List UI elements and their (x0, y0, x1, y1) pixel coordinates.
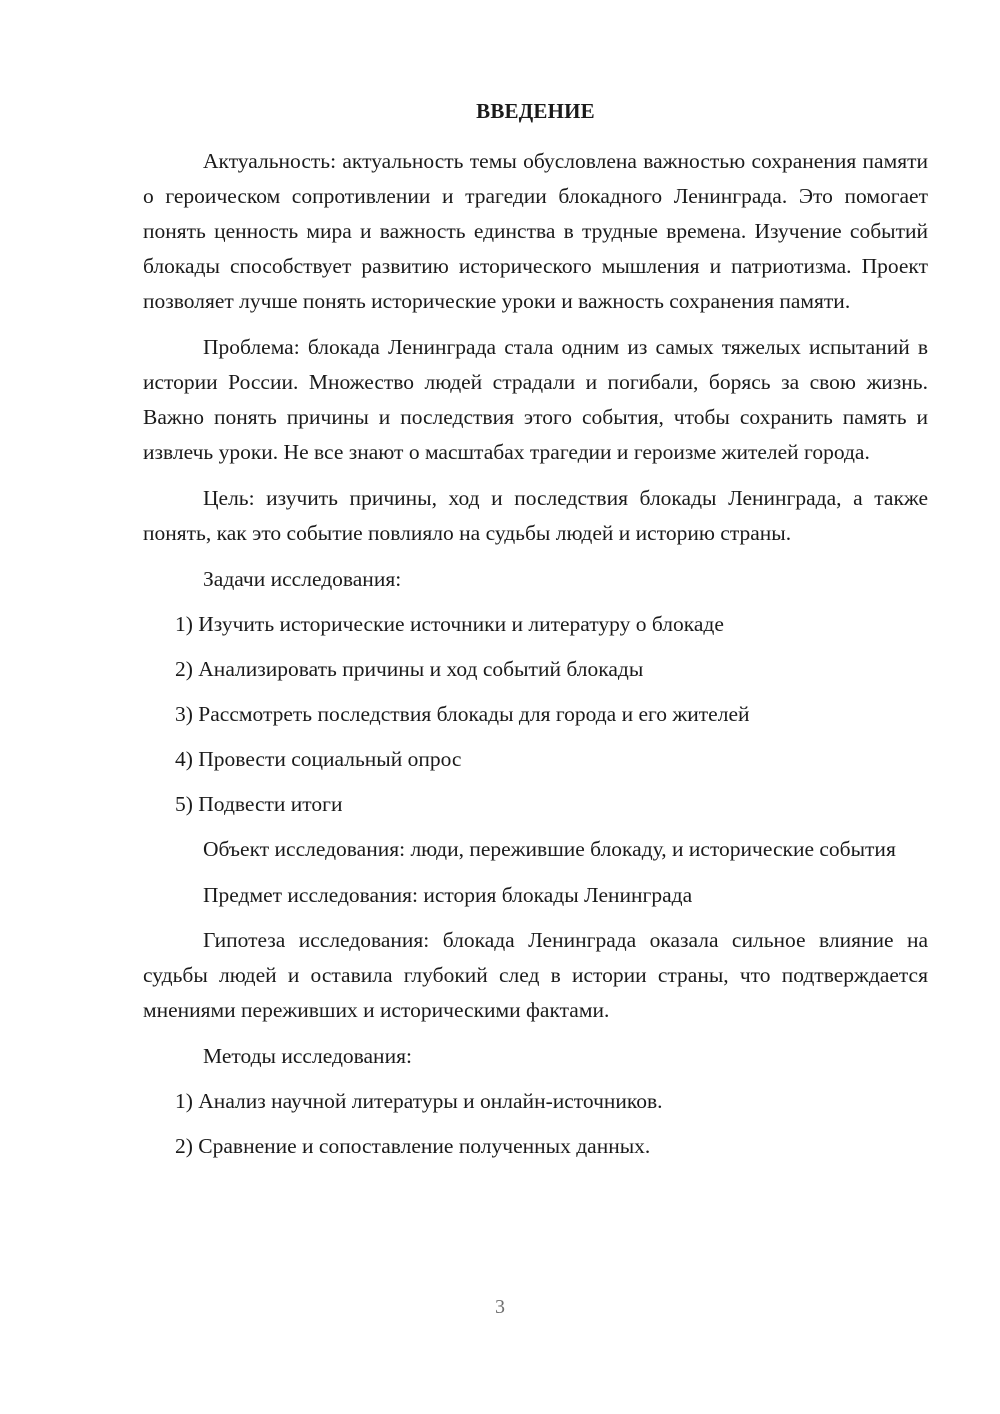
section-title: ВВЕДЕНИЕ (476, 99, 595, 123)
problem-paragraph: Проблема: блокада Ленинграда стала одним из самых тяжелых испытаний в истории России. Множество людей страдали и погибали, борясь за свою жизнь. Важно понять причины и последствия этого события, чтобы сохранить память и извлечь уроки. Не все знают о масштабах трагедии и героизме жителей города. (143, 335, 928, 464)
relevance-paragraph: Актуальность: актуальность темы обусловлена важностью сохранения памяти о героическом сопротивлении и трагедии блокадного Ленинграда. Это помогает понять ценность мира и важность единства в трудные времена. Изучение событий блокады способствует развитию исторического мышления и патриотизма. Проект позволяет лучше понять исторические уроки и важность сохранения памяти. (143, 149, 928, 313)
list-item: 4) Провести социальный опрос (175, 747, 462, 771)
hypothesis-paragraph: Гипотеза исследования: блокада Ленинграда оказала сильное влияние на судьбы людей и оставила глубокий след в истории страны, что подтверждается мнениями переживших и историческими фактами. (143, 928, 928, 1022)
page-number: 3 (495, 1296, 505, 1318)
list-item: 1) Анализ научной литературы и онлайн-источников. (175, 1089, 663, 1113)
list-item: 2) Анализировать причины и ход событий блокады (175, 657, 644, 681)
list-item: 3) Рассмотреть последствия блокады для города и его жителей (175, 702, 750, 726)
methods-heading: Методы исследования: (203, 1044, 412, 1068)
tasks-heading: Задачи исследования: (203, 567, 402, 591)
goal-paragraph: Цель: изучить причины, ход и последствия блокады Ленинграда, а также понять, как это событие повлияло на судьбы людей и историю страны. (143, 486, 928, 545)
subject-paragraph: Предмет исследования: история блокады Ленинграда (203, 883, 693, 907)
list-item: 5) Подвести итоги (175, 792, 343, 816)
list-item: 2) Сравнение и сопоставление полученных данных. (175, 1134, 651, 1158)
object-paragraph: Объект исследования: люди, пережившие блокаду, и исторические события (203, 837, 896, 861)
list-item: 1) Изучить исторические источники и литературу о блокаде (175, 612, 724, 636)
document-page (143, 95, 928, 1174)
